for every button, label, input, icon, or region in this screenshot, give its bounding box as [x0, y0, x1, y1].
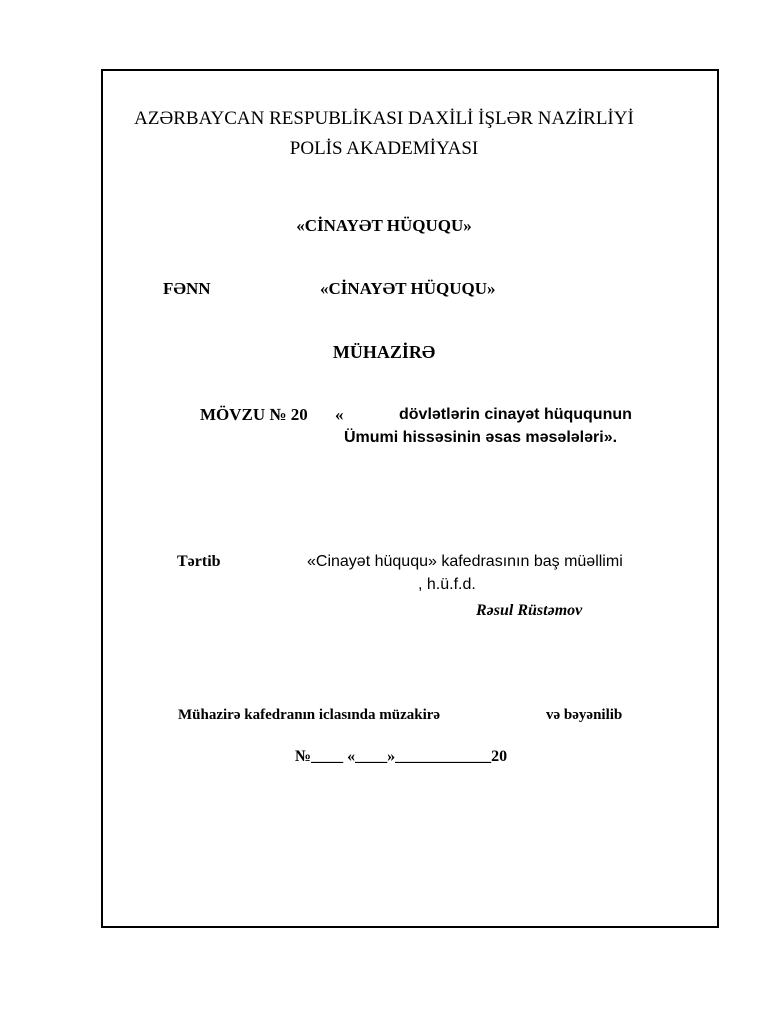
protocol-line: №____ «____»____________20 [295, 748, 508, 765]
approval-note: və bəyənilib [546, 707, 623, 723]
subject-value: «CİNAYƏT HÜQUQU» [320, 279, 496, 298]
department-title: «CİNAYƏT HÜQUQU» [296, 216, 472, 235]
ministry-header: AZƏRBAYCAN RESPUBLİKASI DAXİLİ İŞLƏR NAZİRLİYİ [134, 108, 634, 129]
subject-label: FƏNN [163, 279, 211, 298]
author-position: «Cinayət hüququ» kafedrasının baş müəllimi [307, 553, 623, 570]
page-border [101, 69, 719, 928]
discussion-note: Mühazirə kafedranın iclasında müzakirə [178, 707, 441, 723]
document-type: MÜHAZİRƏ [332, 342, 436, 362]
topic-line-2: Ümumi hissəsinin əsas məsələləri». [344, 429, 618, 446]
topic-number: MÖVZU № 20 [200, 405, 308, 424]
academy-header: POLİS AKADEMİYASI [289, 138, 479, 159]
compiled-label: Tərtib [177, 553, 221, 570]
topic-line-1: dövlətlərin cinayət hüququnun [399, 406, 632, 423]
author-degree: , h.ü.f.d. [418, 576, 476, 593]
topic-open-quote: « [335, 405, 344, 424]
author-name: Rəsul Rüstəmov [476, 602, 583, 619]
